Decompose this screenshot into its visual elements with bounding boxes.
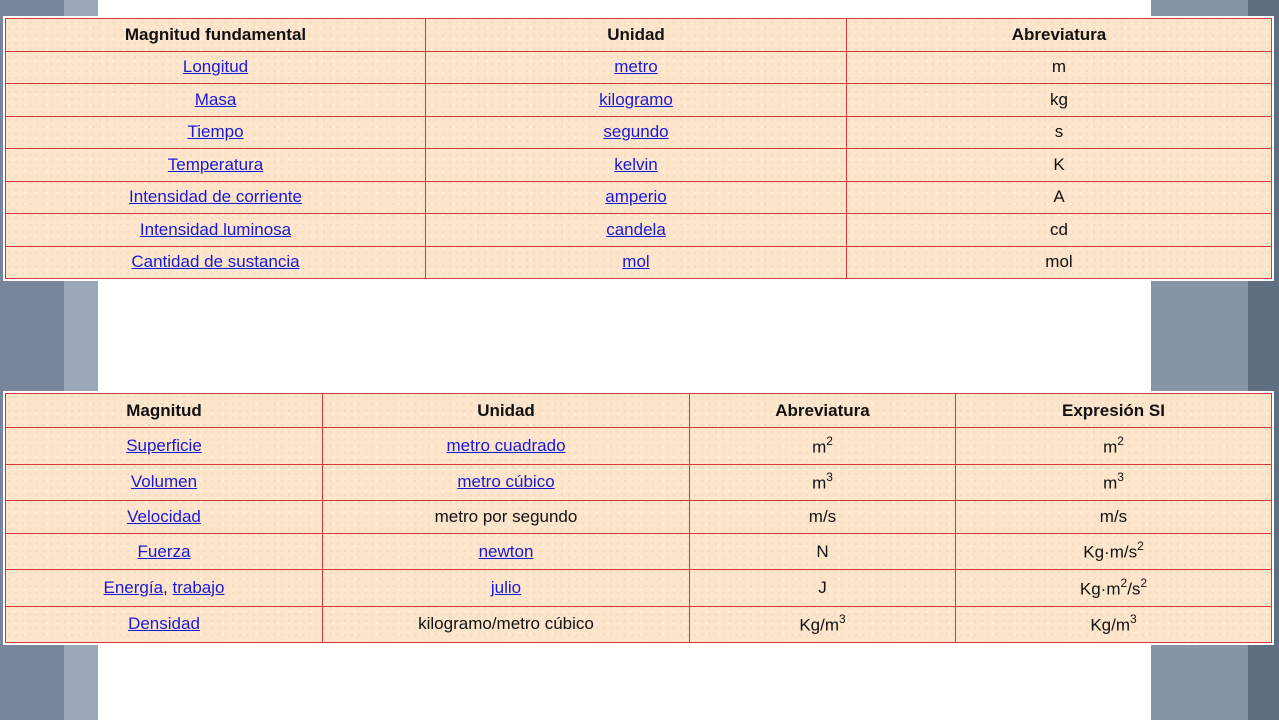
derived-magnitudes-table [5,393,1272,643]
abbr-exponent: 3 [826,469,833,484]
si-expression-cell [956,534,1272,570]
magnitude-cell [6,428,323,464]
magnitude-cell [6,464,323,500]
link-candela[interactable]: candela [606,219,666,239]
separator: , [163,578,173,598]
fundamental-magnitudes-table-wrapper [3,16,1274,281]
table-row [6,246,1272,279]
table-row [6,149,1272,182]
table-row [6,51,1272,84]
abbr-cell [690,428,956,464]
abbr-cell: J [690,570,956,606]
link-metro[interactable]: metro [614,57,658,77]
abbr-cell: cd [847,214,1272,247]
unit-cell [426,51,847,84]
link-trabajo[interactable]: trabajo [172,578,225,598]
magnitude-cell [6,606,323,642]
si-expression-cell: m/s [956,500,1272,533]
unit-cell [323,428,690,464]
header-abreviatura: Abreviatura [690,394,956,428]
unit-cell [426,149,847,182]
magnitude-cell [6,534,323,570]
link-metro-cubico[interactable]: metro cúbico [457,472,555,492]
magnitude-cell [6,181,426,214]
si-exponent: 2 [1137,539,1144,554]
derived-magnitudes-table-wrapper [3,391,1274,645]
table-row [6,214,1272,247]
link-temperatura[interactable]: Temperatura [167,154,264,174]
link-velocidad[interactable]: Velocidad [127,506,201,526]
abbr-cell: K [847,149,1272,182]
si-expression-cell [956,428,1272,464]
table-header-row [6,19,1272,52]
table-row [6,606,1272,642]
unit-cell [426,116,847,149]
abbr-cell: A [847,181,1272,214]
link-masa[interactable]: Masa [194,89,237,109]
table-row [6,534,1272,570]
unit-cell [323,570,690,606]
unit-cell [426,246,847,279]
header-magnitud: Magnitud [6,394,323,428]
link-volumen[interactable]: Volumen [130,472,198,492]
si-exponent-2: 2 [1140,575,1148,590]
abbr-cell: N [690,534,956,570]
header-unidad: Unidad [426,19,847,52]
table-row [6,464,1272,500]
magnitude-cell [6,84,426,117]
table-row [6,84,1272,117]
abbr-exponent: 3 [839,612,846,626]
unit-cell: kilogramo/metro cúbico [323,606,690,642]
link-kilogramo[interactable]: kilogramo [599,89,673,109]
magnitude-cell [6,214,426,247]
link-energia[interactable]: Energía [103,578,164,598]
link-amperio[interactable]: amperio [605,187,667,207]
abbr-cell: m/s [690,500,956,533]
abbr-cell: s [847,116,1272,149]
link-cantidad-de-sustancia[interactable]: Cantidad de sustancia [131,252,300,272]
abbr-exponent: 2 [826,433,833,448]
unit-cell [323,464,690,500]
abbr-base: m [812,437,827,457]
link-mol[interactable]: mol [622,252,650,272]
unit-cell [323,534,690,570]
table-row [6,116,1272,149]
link-intensidad-luminosa[interactable]: Intensidad luminosa [139,219,292,239]
table-row [6,428,1272,464]
magnitude-cell [6,500,323,533]
link-superficie[interactable]: Superficie [126,435,202,455]
table-row [6,570,1272,606]
abbr-cell [690,464,956,500]
magnitude-cell [6,570,323,606]
si-base: Kg·m/s [1083,543,1138,563]
link-longitud[interactable]: Longitud [182,57,249,77]
si-expression-cell [956,464,1272,500]
si-exponent: 3 [1130,612,1137,626]
link-newton[interactable]: newton [478,541,534,561]
si-expression-cell [956,570,1272,606]
si-part-2: /s [1127,579,1141,599]
link-kelvin[interactable]: kelvin [614,154,658,174]
abbr-cell [690,606,956,642]
abbr-cell: kg [847,84,1272,117]
header-unidad: Unidad [323,394,690,428]
link-fuerza[interactable]: Fuerza [137,541,191,561]
fundamental-magnitudes-table [5,18,1272,279]
link-densidad[interactable]: Densidad [128,614,200,634]
link-tiempo[interactable]: Tiempo [187,122,244,142]
abbr-cell: mol [847,246,1272,279]
si-base: Kg/m [1090,615,1130,635]
table-row [6,500,1272,533]
table-header-row [6,394,1272,428]
link-intensidad-de-corriente[interactable]: Intensidad de corriente [129,187,302,207]
si-base: m [1103,473,1118,493]
magnitude-cell [6,116,426,149]
si-base: m [1103,437,1118,457]
header-expresion-si: Expresión SI [956,394,1272,428]
table-row [6,181,1272,214]
unit-cell [426,84,847,117]
si-part-1: Kg·m [1079,579,1121,599]
unit-cell [426,181,847,214]
magnitude-cell [6,149,426,182]
magnitude-cell [6,246,426,279]
si-exponent: 3 [1117,469,1124,484]
abbr-base: m [812,473,827,493]
link-metro-cuadrado[interactable]: metro cuadrado [446,435,566,455]
magnitude-cell [6,51,426,84]
si-expression-cell [956,606,1272,642]
si-exponent-1: 2 [1120,575,1128,590]
header-abreviatura: Abreviatura [847,19,1272,52]
unit-cell [426,214,847,247]
abbr-cell: m [847,51,1272,84]
link-segundo[interactable]: segundo [603,122,669,142]
unit-cell: metro por segundo [323,500,690,533]
si-exponent: 2 [1117,433,1124,448]
abbr-base: Kg/m [799,615,839,635]
link-julio[interactable]: julio [490,578,522,598]
header-magnitud-fundamental: Magnitud fundamental [6,19,426,52]
